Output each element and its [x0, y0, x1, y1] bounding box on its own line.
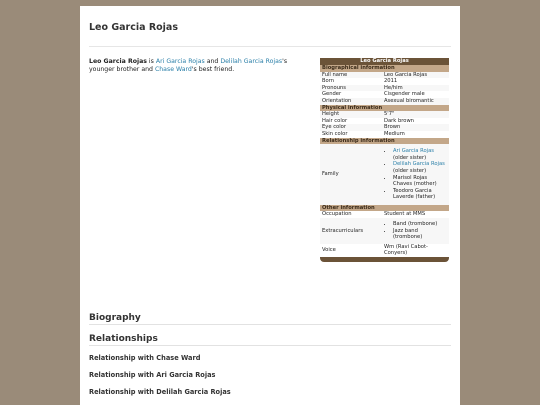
link-chase-ward[interactable]: Chase Ward	[154, 66, 192, 74]
family-note: (older sister)	[393, 154, 427, 161]
family-note: (older sister)	[393, 167, 427, 174]
infobox-other-rows	[320, 211, 449, 257]
intro-text-is: is	[146, 58, 156, 65]
infobox-label: Orientation	[322, 97, 352, 104]
infobox-row-voice	[320, 244, 449, 257]
list-item: • Band (trombone)	[393, 221, 447, 228]
infobox-row-born	[320, 78, 449, 85]
character-infobox	[320, 58, 449, 262]
infobox-label: Pronouns	[322, 84, 346, 91]
infobox-section-biographical: Biographical information	[320, 65, 449, 72]
infobox-footer	[320, 257, 449, 262]
article-page	[80, 6, 460, 405]
infobox-value: Cisgender male	[384, 91, 425, 98]
family-link-delilah[interactable]: Delilah Garcia Rojas	[393, 161, 445, 168]
infobox-label: Hair color	[322, 117, 348, 124]
list-item	[393, 148, 447, 161]
infobox-rel-rows	[320, 144, 449, 205]
page-title: Leo Garcia Rojas	[89, 22, 178, 33]
link-delilah-garcia-rojas[interactable]: Delilah Garcia Rojas	[220, 58, 283, 65]
infobox-row-hair-color	[320, 118, 449, 125]
infobox-label: Height	[322, 111, 340, 118]
infobox-section-physical: Physical information	[320, 105, 449, 112]
infobox-label: Gender	[322, 91, 342, 98]
family-list	[384, 148, 447, 201]
infobox-value	[384, 221, 447, 241]
infobox-row-gender	[320, 91, 449, 98]
family-note: Teodoro Garcia Laverde (father)	[393, 187, 436, 201]
infobox-row-extracurriculars	[320, 218, 449, 244]
infobox-value: Leo Garcia Rojas	[384, 71, 428, 78]
extracurricular-list	[384, 221, 447, 241]
title-divider	[89, 46, 451, 47]
infobox-value: Brown	[384, 124, 401, 131]
heading-biography: Biography	[89, 313, 451, 325]
infobox-value: Student at MMS	[384, 211, 426, 218]
infobox-phys-rows	[320, 111, 449, 137]
infobox-value	[384, 148, 447, 201]
link-ari-garcia-rojas[interactable]: Ari Garcia Rojas	[155, 58, 205, 65]
intro-text-brother: 's younger brother and	[89, 58, 288, 74]
infobox-label: Voice	[322, 247, 336, 254]
infobox-value: He/him	[384, 84, 403, 91]
infobox-bio-rows	[320, 72, 449, 105]
infobox-label: Family	[322, 171, 339, 178]
infobox-title: Leo Garcia Rojas	[320, 58, 449, 65]
heading-relationship-chase: Relationship with Chase Ward	[89, 354, 201, 362]
infobox-section-relationship: Relationship information	[320, 138, 449, 145]
list-item	[393, 161, 447, 174]
heading-relationships: Relationships	[89, 334, 451, 346]
heading-relationship-delilah: Relationship with Delilah Garcia Rojas	[89, 388, 231, 396]
infobox-row-family	[320, 144, 449, 205]
intro-subject: Leo Garcia Rojas	[89, 58, 147, 65]
infobox-value: 2011	[384, 78, 398, 85]
family-link-ari[interactable]: Ari Garcia Rojas	[393, 148, 434, 155]
list-item	[393, 175, 447, 188]
infobox-section-other: Other information	[320, 205, 449, 212]
infobox-label: Full name	[322, 71, 348, 78]
family-note: Marisol Rojas Chaves (mother)	[393, 174, 437, 188]
intro-paragraph	[89, 58, 289, 75]
infobox-row-eye-color	[320, 124, 449, 131]
infobox-value: Dark brown	[384, 117, 414, 124]
infobox-value: Wm (Ravi Cabot-Conyers)	[384, 243, 428, 257]
infobox-row-skin-color	[320, 131, 449, 138]
infobox-value: 5'7"	[384, 111, 395, 118]
infobox-label: Occupation	[322, 211, 352, 218]
infobox-row-occupation	[320, 211, 449, 218]
infobox-label: Skin color	[322, 130, 348, 137]
list-item	[393, 188, 447, 201]
infobox-row-pronouns	[320, 85, 449, 92]
infobox-label: Eye color	[322, 124, 346, 131]
infobox-row-orientation	[320, 98, 449, 105]
infobox-row-height	[320, 111, 449, 118]
infobox-value: Asexual biromantic	[384, 97, 434, 104]
intro-text-end: 's best friend.	[191, 66, 235, 74]
intro-text-and: and	[204, 58, 221, 65]
infobox-label: Born	[322, 78, 335, 85]
infobox-value: Medium	[384, 130, 405, 137]
infobox-label: Extracurriculars	[322, 227, 364, 234]
heading-relationship-ari: Relationship with Ari Garcia Rojas	[89, 371, 216, 379]
list-item: • Jazz band (trombone)	[393, 228, 447, 241]
infobox-row-full-name	[320, 72, 449, 79]
